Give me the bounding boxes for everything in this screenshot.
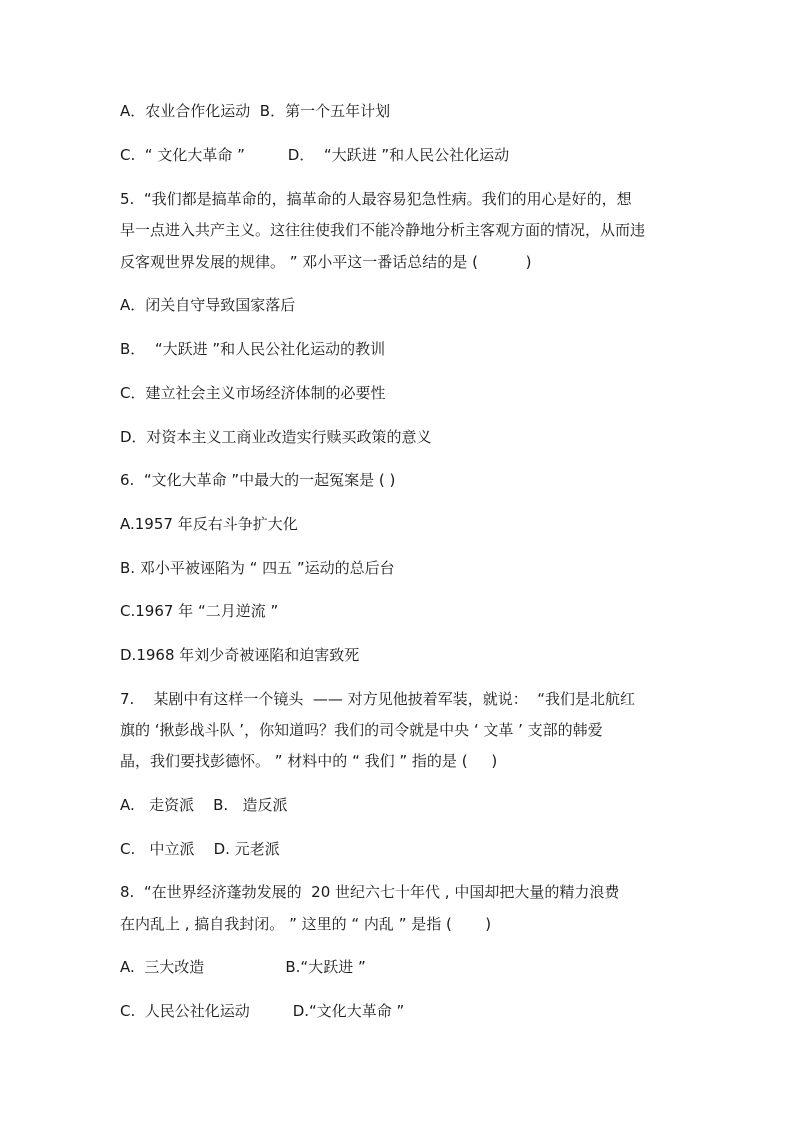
q6-option-b: B. 邓小平被诬陷为 “ 四五 ”运动的总后台 [120,559,395,577]
q8-options-cd: C. 人民公社化运动 D.“文化大革命 ” [120,1002,405,1020]
q6-stem: 6. “文化大革命 ”中最大的一起冤案是 ( ) [120,471,396,489]
q5-stem-line2: 早一点进入共产主义。这往往使我们不能冷静地分析主客观方面的情况，从而违 [120,221,646,239]
q8-stem-line2: 在内乱上 , 搞自我封闭。 ” 这里的 “ 内乱 ” 是指 ( ) [120,915,492,933]
q5-option-d: D．对资本主义工商业改造实行赎买政策的意义 [120,428,432,446]
q6-option-c: C.1967 年 “二月逆流 ” [120,602,279,620]
q7-stem-line1: 7. 某剧中有这样一个镜头 —— 对方见他披着军装，就说： “我们是北航红 [120,690,635,708]
q8-stem-line1: 8. “在世界经济蓬勃发展的 20 世纪六七十年代 , 中国却把大量的精力浪费 [120,883,620,901]
q6-option-d: D.1968 年刘少奇被诬陷和迫害致死 [120,646,360,664]
q4-options-ab: A．农业合作化运动 B．第一个五年计划 [120,102,391,120]
q5-stem-line3: 反客观世界发展的规律。 ” 邓小平这一番话总结的是 ( ) [120,253,532,271]
q7-stem-line3: 晶，我们要找彭德怀。 ” 材料中的 “ 我们 ” 指的是 ( ) [120,752,498,770]
q7-stem-line2: 旗的 ‘揪彭战斗队 ’，你知道吗？我们的司令就是中央 ‘ 文革 ’ 支部的韩爱 [120,721,603,739]
q7-options-ab: A. 走资派 B. 造反派 [120,796,288,814]
q5-option-b: B． “大跃进 ”和人民公社化运动的教训 [120,340,386,358]
q8-options-ab: A. 三大改造 B.“大跃进 ” [120,958,366,976]
q5-stem-line1: 5. “我们都是搞革命的，搞革命的人最容易犯急性病。我们的用心是好的，想 [120,190,632,208]
q5-option-c: C．建立社会主义市场经济体制的必要性 [120,384,386,402]
q4-options-cd: C. “ 文化大革命 ” D． “大跃进 ”和人民公社化运动 [120,146,510,164]
q7-options-cd: C. 中立派 D. 元老派 [120,840,280,858]
q6-option-a: A.1957 年反右斗争扩大化 [120,515,298,533]
q5-option-a: A．闭关自守导致国家落后 [120,296,296,314]
